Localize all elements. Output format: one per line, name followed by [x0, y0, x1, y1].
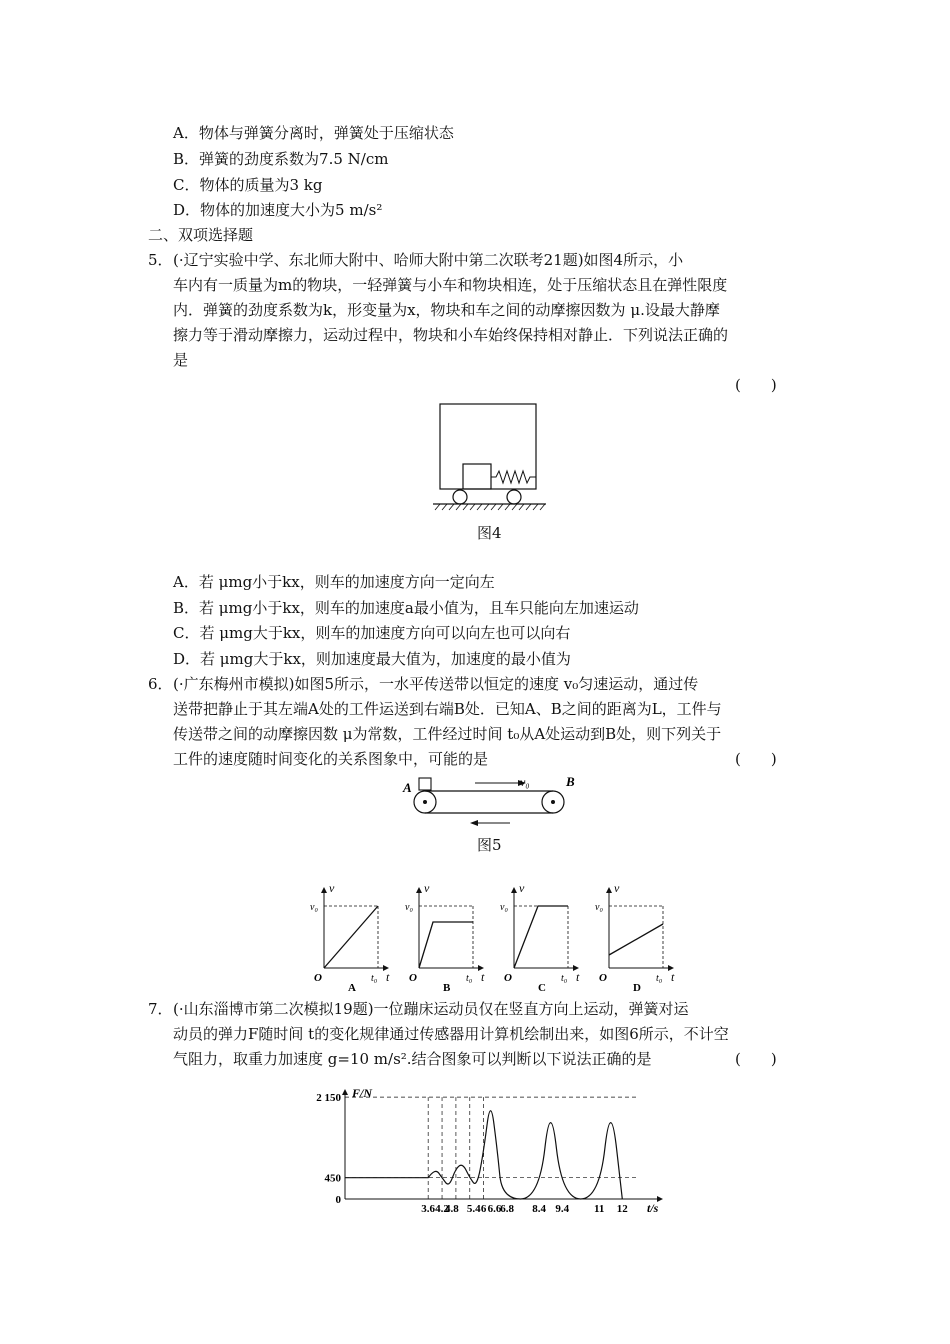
svg-text:O: O — [314, 972, 322, 984]
svg-text:v₀: v₀ — [405, 902, 413, 913]
belt-speed-label: v₀ — [520, 775, 530, 789]
ft-x-tick-label: 4.8 — [445, 1203, 459, 1215]
section-heading: 二、双项选择题 — [148, 226, 254, 244]
q6-line-1: (·广东梅州市模拟)如图5所示，一水平传送带以恒定的速度 v₀匀速运动，通过传 — [173, 675, 699, 693]
ft-x-tick-label: 8.4 — [532, 1203, 546, 1215]
svg-text:O: O — [409, 972, 417, 984]
q4-option-d: D．物体的加速度大小为5 m/s² — [173, 201, 383, 219]
ft-x-tick-label: 6.6 — [487, 1203, 502, 1215]
q7-line-1: (·山东淄博市第二次模拟19题)一位蹦床运动员仅在竖直方向上运动，弹簧对运 — [173, 1000, 689, 1018]
graph-label-a: A — [348, 982, 356, 992]
svg-text:t₀: t₀ — [466, 973, 473, 984]
q7-answer-blank: ( ) — [735, 1050, 777, 1068]
q5-option-d: D．若 μmg大于kx，则加速度最大值为，加速度的最小值为 — [173, 650, 571, 668]
graph-label-b: B — [443, 982, 451, 992]
ft-y-tick-label: 0 — [335, 1194, 341, 1206]
ft-x-tick-label: 6 — [480, 1203, 487, 1215]
q4-option-b: B．弹簧的劲度系数为7.5 N/cm — [173, 150, 389, 168]
q5-line-3: 内．弹簧的劲度系数为k，形变量为x，物块和车之间的动摩擦因数为 μ.设最大静摩 — [173, 301, 720, 319]
svg-text:v₀: v₀ — [595, 902, 603, 913]
q6-line-3: 传送带之间的动摩擦因数 μ为常数，工件经过时间 t₀从A处运动到B处，则下列关于 — [173, 725, 722, 743]
q5-number: 5． — [148, 251, 173, 269]
svg-text:v: v — [329, 881, 335, 895]
svg-text:v₀: v₀ — [310, 902, 318, 913]
q4-option-c: C．物体的质量为3 kg — [173, 176, 323, 194]
svg-text:t: t — [671, 970, 675, 984]
figure-cart — [430, 398, 550, 516]
q7-line-2: 动员的弹力F随时间 t的变化规律通过传感器用计算机绘制出来，如图6所示，不计空 — [173, 1025, 729, 1043]
ft-x-tick-label: 12 — [616, 1203, 628, 1215]
q6-number: 6． — [148, 675, 173, 693]
ft-y-tick-label: 2 150 — [316, 1092, 341, 1105]
svg-text:O: O — [599, 972, 607, 984]
q5-option-c: C．若 μmg大于kx，则车的加速度方向可以向左也可以向右 — [173, 624, 571, 642]
q7-number: 7． — [148, 1000, 173, 1018]
q4-option-a: A．物体与弹簧分离时，弹簧处于压缩状态 — [173, 124, 454, 142]
q7-line-3: 气阻力，取重力加速度 g=10 m/s².结合图象可以判断以下说法正确的是 — [173, 1050, 652, 1068]
ft-x-tick-label: 5.4 — [466, 1203, 481, 1215]
q5-line-5: 是 — [173, 351, 189, 369]
q5-line-1: (·辽宁实验中学、东北师大附中、哈师大附中第二次联考21题)如图4所示，小 — [173, 251, 684, 269]
vt-graph-c — [500, 881, 580, 992]
q5-line-2: 车内有一质量为m的物块，一轻弹簧与小车和物块相连，处于压缩状态且在弹性限度 — [173, 276, 728, 294]
svg-text:v: v — [424, 881, 430, 895]
q5-option-a: A．若 μmg小于kx，则车的加速度方向一定向左 — [173, 573, 495, 591]
svg-text:t: t — [576, 970, 580, 984]
svg-text:v₀: v₀ — [500, 902, 508, 913]
q6-line-4: 工件的速度随时间变化的关系图象中，可能的是 — [173, 750, 489, 768]
svg-text:v: v — [519, 881, 525, 895]
ft-x-tick-label: 11 — [593, 1203, 605, 1215]
svg-text:O: O — [504, 972, 512, 984]
svg-text:v: v — [614, 881, 620, 895]
svg-text:t₀: t₀ — [561, 973, 568, 984]
belt-label-b: B — [566, 774, 575, 789]
ft-x-label: t/s — [647, 1201, 659, 1215]
q5-line-4: 擦力等于滑动摩擦力，运动过程中，物块和小车始终保持相对静止．下列说法正确的 — [173, 326, 729, 344]
vt-graph-b — [405, 881, 485, 992]
ft-y-label: F/N — [352, 1086, 373, 1100]
ft-x-tick-label: 4.2 — [435, 1203, 449, 1215]
q5-figure-caption: 图4 — [477, 524, 502, 542]
q5-answer-blank: ( ) — [735, 376, 777, 394]
svg-text:t: t — [386, 970, 390, 984]
ft-x-tick-label: 6.8 — [500, 1203, 514, 1215]
svg-text:t₀: t₀ — [371, 973, 378, 984]
graph-label-d: D — [633, 982, 641, 992]
ft-y-tick-label: 450 — [324, 1172, 341, 1185]
q6-figure-caption: 图5 — [477, 836, 502, 854]
ft-x-tick-label: 3.6 — [421, 1203, 436, 1215]
vt-graph-a — [310, 881, 390, 992]
svg-text:t₀: t₀ — [656, 973, 663, 984]
ft-chart — [290, 1072, 690, 1222]
q6-line-2: 送带把静止于其左端A处的工件运送到右端B处．已知A、B之间的距离为L，工件与 — [173, 700, 722, 718]
q6-answer-blank: ( ) — [735, 750, 777, 768]
ft-x-tick-label: 9.4 — [555, 1203, 570, 1215]
graph-label-c: C — [538, 982, 546, 992]
svg-text:t: t — [481, 970, 485, 984]
belt-label-a: A — [403, 780, 412, 795]
figure-conveyor — [400, 772, 580, 832]
vt-graphs — [308, 880, 698, 992]
vt-graph-d — [595, 881, 675, 992]
q5-option-b: B．若 μmg小于kx，则车的加速度a最小值为，且车只能向左加速运动 — [173, 599, 639, 617]
